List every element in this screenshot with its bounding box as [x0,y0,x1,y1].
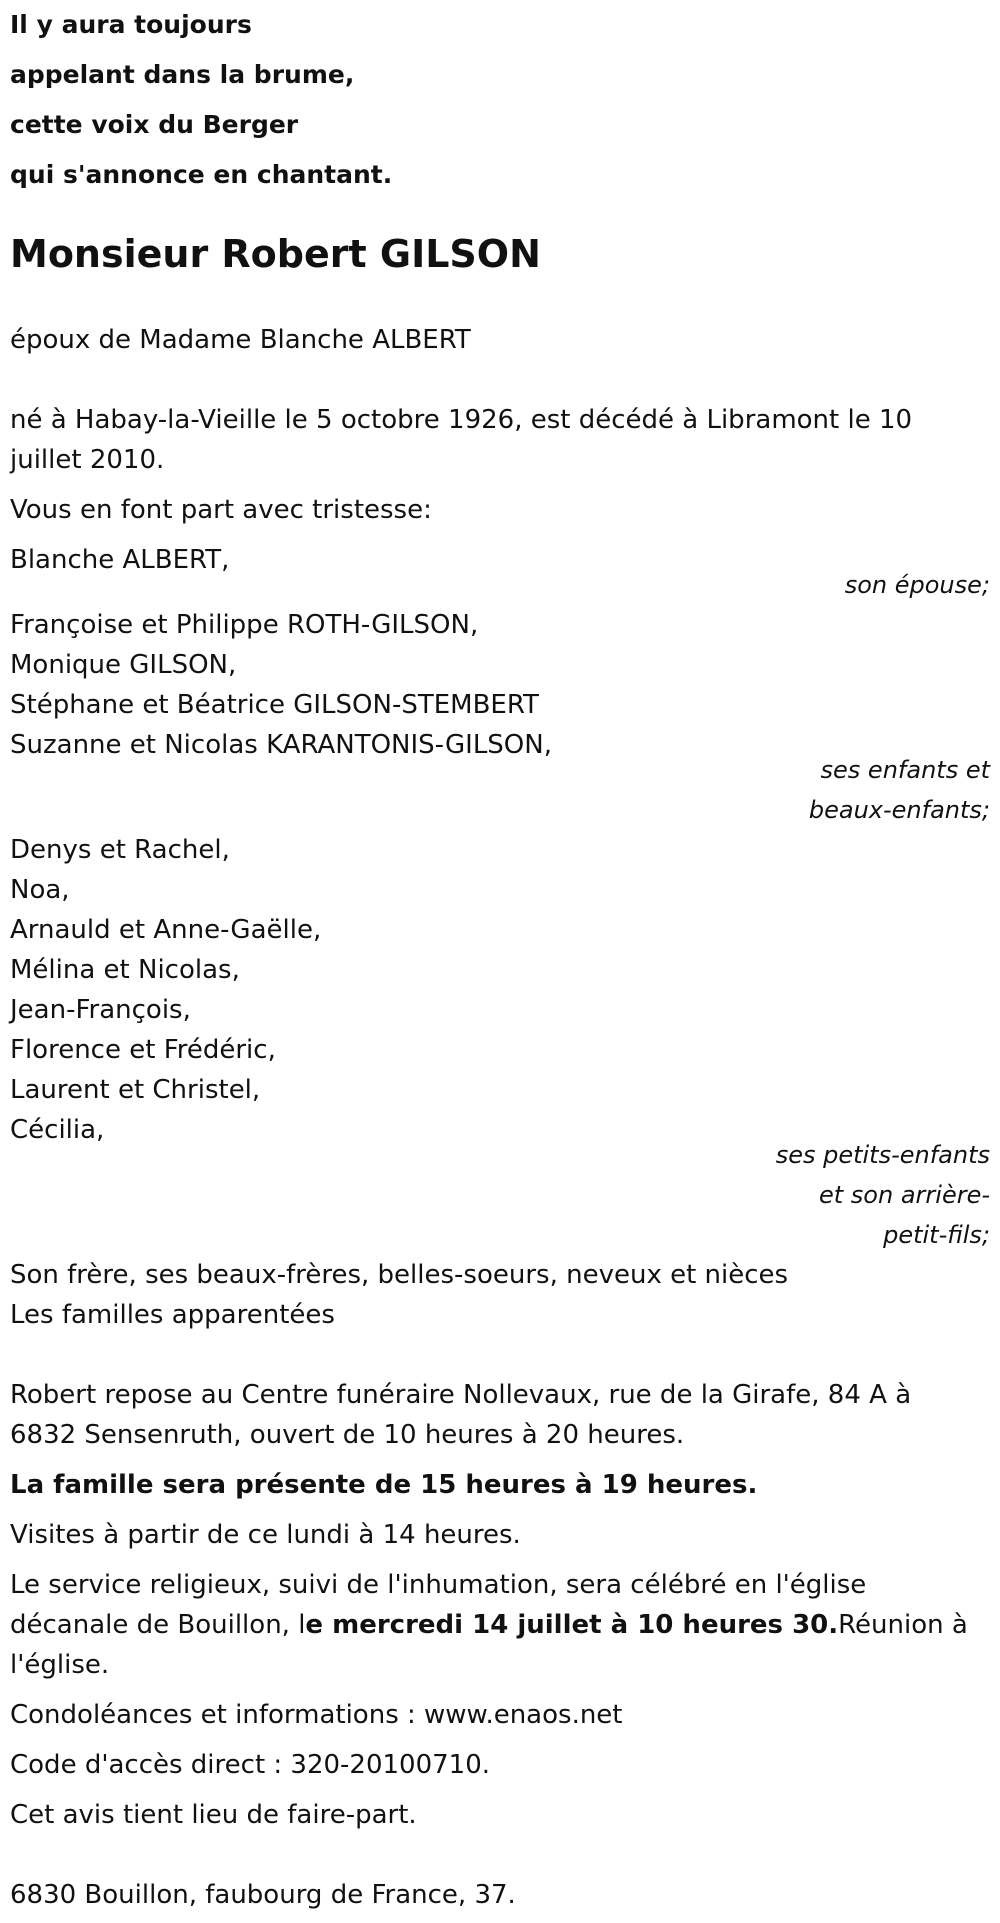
children-role-line-1: ses enfants et [820,756,990,784]
access-code-line: Code d'accès direct : 320-20100710. [10,1750,491,1780]
birth-death-line-2: juillet 2010. [10,445,165,475]
service-line-2-end: Réunion à [838,1610,968,1640]
grandchildren-role-line-2: et son arrière- [819,1181,990,1209]
grandchild-name: Noa, [10,875,70,905]
service-datetime: e mercredi 14 juillet à 10 heures 30. [305,1610,839,1640]
grandchild-name: Laurent et Christel, [10,1075,261,1105]
grandchild-name: Florence et Frédéric, [10,1035,276,1065]
address-line: 6830 Bouillon, faubourg de France, 37. [10,1880,516,1910]
condolences-line: Condoléances et informations : www.enaos.net [10,1700,623,1730]
notice-line: Cet avis tient lieu de faire-part. [10,1800,417,1830]
service-line-3: l'église. [10,1650,110,1680]
child-name: Stéphane et Béatrice GILSON-STEMBERT [10,690,539,720]
grandchild-name: Arnauld et Anne-Gaëlle, [10,915,322,945]
birth-death-line-1: né à Habay-la-Vieille le 5 octobre 1926, est décédé à Libramont le 10 [10,405,913,435]
grandchild-name: Cécilia, [10,1115,105,1145]
rest-line-1: Robert repose au Centre funéraire Nollevaux, rue de la Girafe, 84 A à [10,1380,912,1410]
spouse-role: son épouse; [844,571,990,599]
page-title: Monsieur Robert GILSON [10,232,541,276]
service-line-1: Le service religieux, suivi de l'inhumation, sera célébré en l'église [10,1570,867,1600]
spouse-name: Blanche ALBERT, [10,545,230,575]
grandchild-name: Denys et Rachel, [10,835,230,865]
rest-line-2: 6832 Sensenruth, ouvert de 10 heures à 20 heures. [10,1420,685,1450]
visits-line: Visites à partir de ce lundi à 14 heures. [10,1520,521,1550]
grandchild-name: Jean-François, [10,995,191,1025]
children-role-line-2: beaux-enfants; [808,796,990,824]
poem-line-3: cette voix du Berger [10,110,299,139]
poem-line-2: appelant dans la brume, [10,60,355,89]
grandchildren-role-line-3: petit-fils; [883,1221,990,1249]
relatives-line-1: Son frère, ses beaux-frères, belles-soeurs, neveux et nièces [10,1260,789,1290]
spouse-line: époux de Madame Blanche ALBERT [10,325,471,355]
service-line-2 [10,1605,968,1645]
relatives-line-2: Les familles apparentées [10,1300,335,1330]
announcement: Vous en font part avec tristesse: [10,495,432,525]
child-name: Françoise et Philippe ROTH-GILSON, [10,610,479,640]
grandchild-name: Mélina et Nicolas, [10,955,240,985]
poem-line-4: qui s'annonce en chantant. [10,160,393,189]
family-presence: La famille sera présente de 15 heures à 19 heures. [10,1470,758,1500]
child-name: Monique GILSON, [10,650,237,680]
grandchildren-role-line-1: ses petits-enfants [775,1141,990,1169]
poem-line-1: Il y aura toujours [10,10,252,39]
child-name: Suzanne et Nicolas KARANTONIS-GILSON, [10,730,552,760]
service-line-2-start: décanale de Bouillon, l [10,1610,306,1640]
